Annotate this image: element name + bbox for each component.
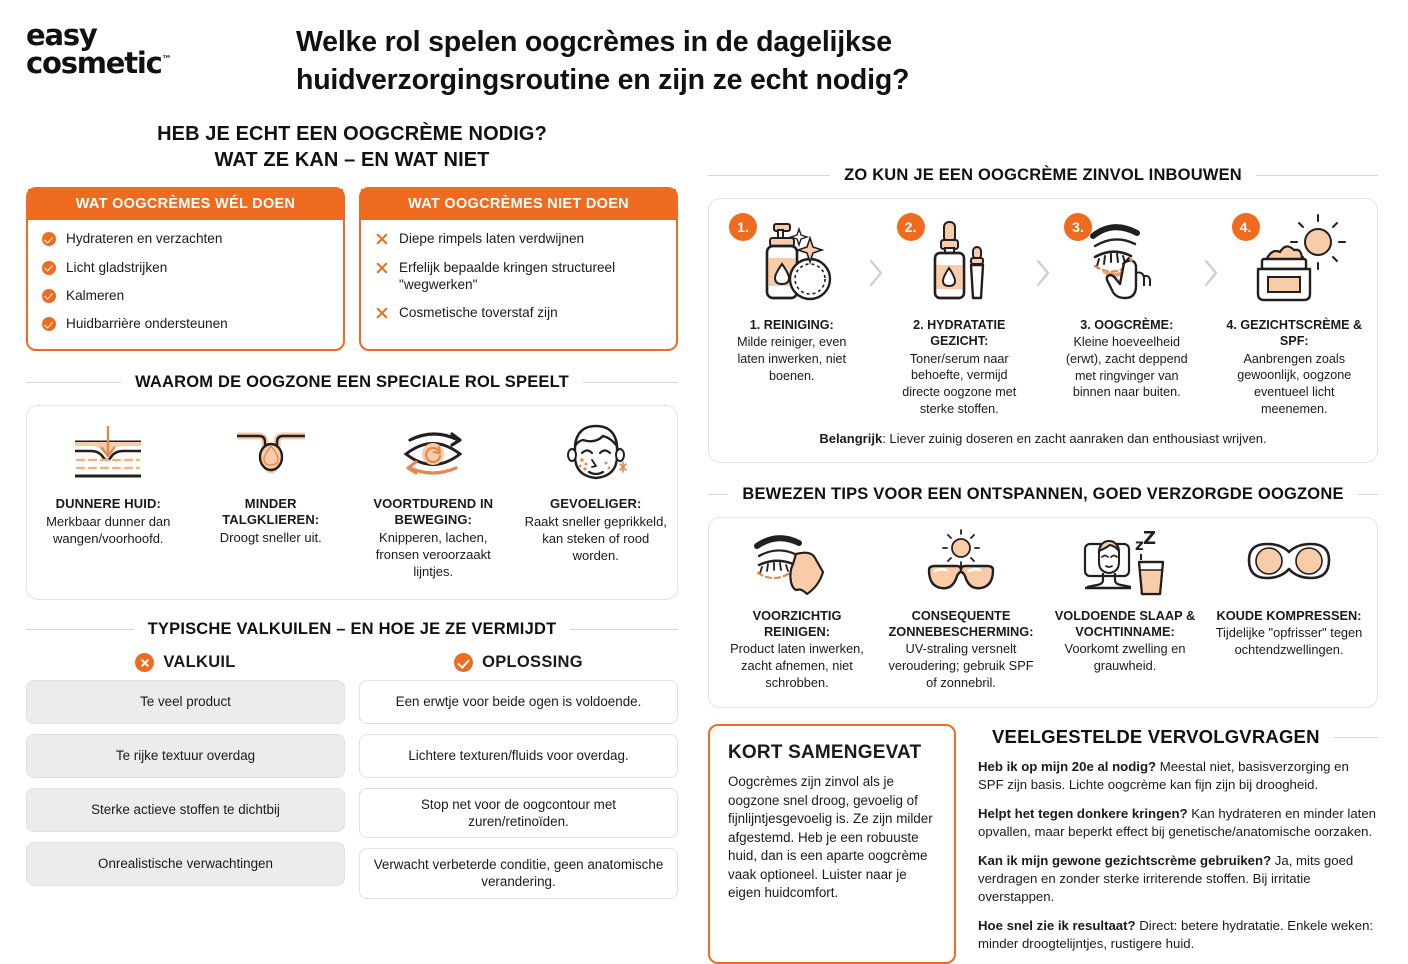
table-row: Sterke actieve stoffen te dichtbij <box>26 788 345 832</box>
do-card-body <box>28 220 343 349</box>
eyezone-item-heading: GEVOELIGER: <box>550 495 642 511</box>
tip-text: Tijdelijke "opfrisser" tegen ochtendzwellingen. <box>1215 625 1363 657</box>
list-item <box>42 315 329 332</box>
eyezone-item-text: Merkbaar dunner dan wangen/voorhoofd. <box>46 514 171 546</box>
list-item-label: Diepe rimpels laten verdwijnen <box>399 231 585 247</box>
cross-icon <box>375 261 389 275</box>
step-number-badge: 3. <box>1064 213 1092 241</box>
step-number-badge: 2. <box>897 213 925 241</box>
tips-section-title: BEWEZEN TIPS VOOR EEN ONTSPANNEN, GOED VERZORGDE OOGZONE <box>708 485 1378 504</box>
cross-circle-icon <box>135 653 154 672</box>
tip-heading: VOORZICHTIG REINIGEN: <box>752 608 842 640</box>
tip-heading: KOUDE KOMPRESSEN: <box>1216 608 1362 624</box>
pitfalls-column-headers <box>26 653 678 672</box>
faq-item <box>978 852 1378 906</box>
dont-card <box>359 187 678 351</box>
list-item-label: Erfelijk bepaalde kringen structureel "wegwerken" <box>399 259 616 292</box>
routine-step-text: Aanbrengen zoals gewoonlijk, oogzone eventueel licht meenemen. <box>1237 351 1352 416</box>
sunglasses-sun-icon <box>887 532 1035 598</box>
check-circle-icon <box>42 317 56 331</box>
faq-section-title: VEELGESTELDE VERVOLGVRAGEN <box>978 726 1378 748</box>
routine-panel <box>708 198 1378 463</box>
table-row: Lichtere texturen/fluids voor overdag. <box>359 734 678 778</box>
routine-step-heading: 3. OOGCRÈME: <box>1080 318 1174 332</box>
dont-card-body <box>361 220 676 338</box>
list-item <box>375 304 662 321</box>
list-item <box>42 259 329 276</box>
faq-item <box>978 917 1378 953</box>
list-item <box>375 259 662 294</box>
pitfalls-grid <box>26 680 678 899</box>
list-item-label: Cosmetische toverstaf zijn <box>399 305 558 321</box>
faq-section <box>978 724 1378 964</box>
do-card <box>26 187 345 351</box>
need-section-title-line2: WAT ZE KAN – EN WAT NIET <box>214 148 490 171</box>
svg-text:Z: Z <box>1143 528 1157 550</box>
brand-logo-line1: easy <box>26 18 97 52</box>
routine-note-text: : Liever zuinig doseren en zacht aanraken dan enthousiast wrijven. <box>882 431 1267 447</box>
eyezone-item-heading: DUNNERE HUID: <box>55 495 161 511</box>
tip-text: Voorkomt zwelling en grauwheid. <box>1064 641 1186 673</box>
brand-logo-line2: cosmetic™ <box>26 45 172 80</box>
pitfalls-section-title: TYPISCHE VALKUILEN – EN HOE JE ZE VERMIJDT <box>26 620 678 639</box>
step-number-badge: 1. <box>729 213 757 241</box>
table-row: Verwacht verbeterde conditie, geen anatomische verandering. <box>359 848 678 898</box>
tip-item <box>1207 532 1371 691</box>
step-number-badge: 4. <box>1232 213 1260 241</box>
routine-section-title: ZO KUN JE EEN OOGCRÈME ZINVOL INBOUWEN <box>708 166 1378 185</box>
trademark-symbol: ™ <box>161 54 172 66</box>
summary-heading: KORT SAMENGEVAT <box>728 742 922 764</box>
check-circle-icon <box>454 653 473 672</box>
eyezone-item <box>27 406 190 599</box>
eyezone-item-heading: VOORTDUREND IN BEWEGING: <box>373 495 494 527</box>
tip-text: UV-straling versnelt veroudering; gebruik SPF of zonnebril. <box>888 641 1034 690</box>
routine-step-heading: 2. HYDRATATIE GEZICHT: <box>913 318 1006 349</box>
page-header <box>0 0 1408 122</box>
sleeping-face-water-icon <box>1051 528 1199 598</box>
check-circle-icon <box>42 232 56 246</box>
eyezone-item <box>352 406 515 599</box>
faq-answer: Direct: betere hydratatie. Enkele weken: minder droogtelijntjes, rustigere huid. <box>978 917 1374 951</box>
tip-heading: CONSEQUENTE ZONNEBESCHERMING: <box>888 608 1034 640</box>
sebaceous-gland-icon <box>198 422 345 484</box>
eyezone-item-heading: MINDER TALGKLIEREN: <box>222 495 320 527</box>
eye-motion-icon <box>360 422 507 484</box>
faq-answer: Meestal niet, basisverzorging en SPF zijn basis. Lichte oogcrème kan fijn zijn bij droogheid. <box>978 759 1349 793</box>
chevron-right-icon <box>1200 213 1222 288</box>
eyezone-panel <box>26 405 678 600</box>
summary-text: Oogcrèmes zijn zinvol als je oogzone snel droog, gevoelig of fijnlijntjesgevoelig is. Ze zijn milder afgestemd. Heb je een robuuste huid, dan is een aparte oogcrème vaak optioneel. Luister naar je eigen huidcomfort. <box>728 774 933 901</box>
svg-text:z: z <box>1135 536 1144 555</box>
list-item-label: Licht gladstrijken <box>66 259 168 275</box>
faq-item <box>978 758 1378 794</box>
eye-cloth-wipe-icon <box>723 532 871 598</box>
tip-item <box>879 532 1043 691</box>
eyezone-item <box>515 406 678 599</box>
dont-card-heading: WAT OOGCRÈMES NIET DOEN <box>361 189 676 220</box>
faq-answer: Kan hydrateren en minder laten opvallen, maar beperkt effect bij genetische/anatomische oorzaken. <box>978 806 1376 839</box>
routine-step-text: Milde reiniger, even laten inwerken, niet boenen. <box>737 335 847 383</box>
routine-step-text: Kleine hoeveelheid (erwt), zacht deppend met ringvinger van binnen naar buiten. <box>1065 335 1188 400</box>
eyezone-item-text: Droogt sneller uit. <box>219 530 322 546</box>
pitfalls-problem-header <box>26 653 345 672</box>
cooling-eye-mask-icon <box>1215 532 1363 598</box>
bottom-row <box>708 724 1378 964</box>
routine-step <box>1222 213 1368 417</box>
eyezone-item-text: Knipperen, lachen, fronsen veroorzaakt lijntjes. <box>375 530 491 580</box>
routine-step-text: Toner/serum naar behoefte, vermijd directe oogzone met sterke stoffen. <box>902 351 1017 416</box>
tip-text: Product laten inwerken, zacht afnemen, niet schrobben. <box>730 641 864 690</box>
faq-question: Hoe snel zie ik resultaat? <box>978 917 1136 933</box>
routine-step-heading: 4. GEZICHTSCRÈME & SPF: <box>1226 318 1363 349</box>
routine-step <box>1054 213 1200 401</box>
check-circle-icon <box>42 261 56 275</box>
pitfalls-problem-column <box>26 680 345 899</box>
list-item <box>42 287 329 304</box>
routine-step <box>887 213 1033 417</box>
eyezone-section-title: WAAROM DE OOGZONE EEN SPECIALE ROL SPEELT <box>26 373 678 392</box>
right-column <box>708 122 1378 964</box>
pitfalls-problem-header-label: VALKUIL <box>163 652 236 671</box>
pitfalls-solution-column <box>359 680 678 899</box>
irritated-face-icon <box>523 422 670 484</box>
finger-tapping-eye-icon <box>1079 216 1175 311</box>
tip-heading: VOLDOENDE SLAAP & VOCHTINNAME: <box>1054 608 1196 640</box>
table-row: Te rijke textuur overdag <box>26 734 345 778</box>
summary-card <box>708 724 956 964</box>
routine-note <box>709 423 1377 462</box>
routine-step-heading: 1. REINIGING: <box>749 318 834 332</box>
table-row: Stop net voor de oogcontour met zuren/retinoïden. <box>359 788 678 838</box>
chevron-right-icon <box>1032 213 1054 288</box>
chevron-right-icon <box>865 213 887 288</box>
list-item <box>42 230 329 247</box>
table-row: Een erwtje voor beide ogen is voldoende. <box>359 680 678 724</box>
routine-note-label: Belangrijk <box>819 431 883 447</box>
page-title: Welke rol spelen oogcrèmes in de dagelijkse huidverzorgingsroutine en zijn ze echt nodig? <box>296 26 910 96</box>
list-item <box>375 230 662 247</box>
tip-item <box>1043 528 1207 691</box>
eyezone-item <box>190 406 353 599</box>
eyezone-item-text: Raakt sneller geprikkeld, kan steken of rood worden. <box>524 514 667 563</box>
table-row: Onrealistische verwachtingen <box>26 842 345 886</box>
cross-icon <box>375 232 389 246</box>
skin-layers-icon <box>35 422 182 484</box>
brand-logo <box>26 18 276 78</box>
need-section-title-line1: HEB JE ECHT EEN OOGCRÈME NODIG? <box>157 123 547 145</box>
table-row: Te veel product <box>26 680 345 724</box>
do-dont-row <box>26 187 678 351</box>
faq-question: Heb ik op mijn 20e al nodig? <box>978 759 1157 775</box>
tip-item <box>715 532 879 691</box>
faq-question: Helpt het tegen donkere kringen? <box>978 806 1188 822</box>
routine-step <box>719 213 865 384</box>
serum-dropper-bottle-icon <box>911 216 1007 311</box>
left-column <box>26 122 678 964</box>
list-item-label: Huidbarrière ondersteunen <box>66 316 228 332</box>
faq-question: Kan ik mijn gewone gezichtscrème gebruiken? <box>978 852 1272 868</box>
faq-item <box>978 805 1378 841</box>
pitfalls-solution-header <box>359 653 678 672</box>
check-circle-icon <box>42 289 56 303</box>
cross-icon <box>375 306 389 320</box>
tips-panel <box>708 517 1378 708</box>
cleanser-pump-bottle-icon <box>744 216 840 311</box>
faq-answer: Ja, mits goed verdragen en zonder sterke irriterende stoffen. Bij irritatie overstappen. <box>978 852 1354 904</box>
list-item-label: Kalmeren <box>66 287 125 303</box>
pitfalls-solution-header-label: OPLOSSING <box>482 652 583 671</box>
do-card-heading: WAT OOGCRÈMES WÉL DOEN <box>28 189 343 220</box>
list-item-label: Hydrateren en verzachten <box>66 231 223 247</box>
